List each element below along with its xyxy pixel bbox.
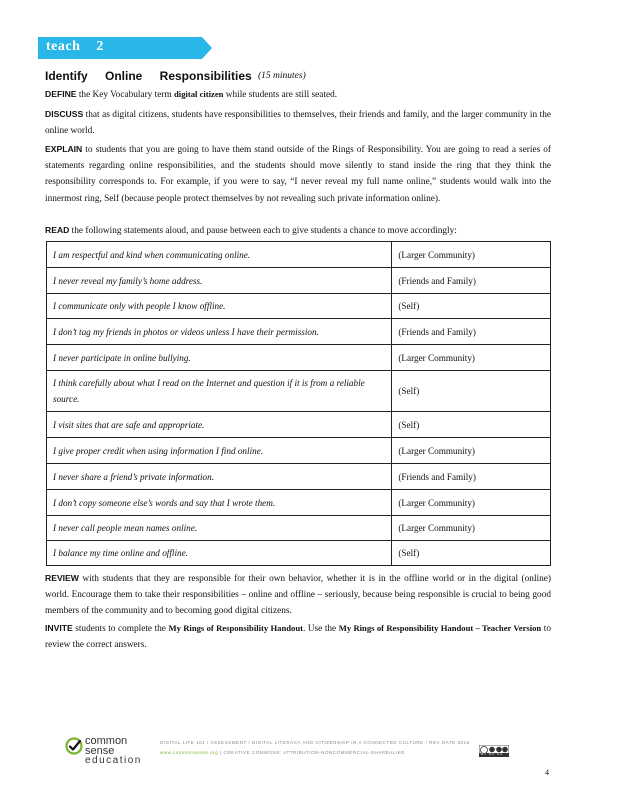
statement-cell: I balance my time online and offline. — [47, 541, 392, 566]
ring-cell: (Larger Community) — [392, 438, 551, 464]
statement-cell: I never participate in online bullying. — [47, 345, 392, 371]
define-term: digital citizen — [174, 89, 224, 99]
invite-lead: INVITE — [45, 623, 73, 633]
define-lead: DEFINE — [45, 89, 77, 99]
banner-label: teach 2 — [46, 39, 104, 54]
invite-text-1: students to complete the — [72, 624, 169, 634]
ring-cell: (Friends and Family) — [392, 464, 551, 490]
footer-website-link[interactable]: www.commonsense.org — [160, 750, 219, 755]
footer-course-info: DIGITAL LIFE 101 / ASSESSMENT / DIGITAL LITERACY AND CITIZENSHIP IN A CONNECTED CULTURE / REV DATE 2015 — [160, 740, 470, 745]
ring-cell: (Self) — [392, 371, 551, 412]
statement-cell: I don’t copy someone else’s words and say that I wrote them. — [47, 490, 392, 516]
creative-commons-badge-icon — [479, 744, 509, 756]
statement-cell: I think carefully about what I read on the Internet and question if it is from a reliable source. — [47, 371, 392, 412]
section-duration: (15 minutes) — [258, 71, 306, 81]
statement-cell: I communicate only with people I know offline. — [47, 294, 392, 319]
table-row — [47, 412, 551, 438]
invite-text-2: . Use the — [302, 624, 339, 634]
define-text-before: the Key Vocabulary term — [76, 90, 175, 100]
ring-cell: (Self) — [392, 412, 551, 438]
logo-line-1: common — [85, 735, 128, 747]
cc-badge-label: BY NC SA — [481, 752, 503, 756]
ring-cell: (Friends and Family) — [392, 319, 551, 345]
ring-cell: (Self) — [392, 541, 551, 566]
handout-key-title: My Rings of Responsibility Handout – Teacher Version — [338, 623, 542, 633]
footer-license-text: | CREATIVE COMMONS: ATTRIBUTION-NONCOMMERCIAL-SHAREALIKE — [218, 750, 405, 755]
discuss-text: that as digital citizens, students have responsibilities to themselves, their friends and family, and the larger community in the online world. — [45, 110, 551, 137]
table-row — [47, 294, 551, 319]
review-text: with students that they are responsible for their own behavior, whether it is in the offline world or in the digital (online) world. Encourage them to take their responsibilities – online and offline – seriously, because being responsible is crucial to being good members of the community and to becoming good digital citizens. — [45, 574, 551, 617]
lesson-step-banner — [38, 37, 212, 59]
ring-cell: (Larger Community) — [392, 516, 551, 541]
ring-cell: (Friends and Family) — [392, 268, 551, 294]
statement-cell: I never call people mean names online. — [47, 516, 392, 541]
logo-checkmark-icon — [65, 737, 83, 755]
common-sense-education-logo — [65, 735, 155, 771]
table-row — [47, 438, 551, 464]
statement-cell: I give proper credit when using information I find online. — [47, 438, 392, 464]
table-row — [47, 464, 551, 490]
invite-paragraph — [45, 620, 551, 653]
section-heading: Identify Online Responsibilities — [45, 69, 252, 83]
ring-cell: (Larger Community) — [392, 345, 551, 371]
table-row — [47, 541, 551, 566]
read-text: the following statements aloud, and pause between each to give students a chance to move accordingly: — [69, 226, 457, 236]
handout-title: My Rings of Responsibility Handout — [168, 623, 303, 633]
logo-line-2: sense — [85, 745, 115, 757]
ring-cell: (Larger Community) — [392, 242, 551, 268]
define-text-after: while students are still seated. — [223, 90, 338, 100]
statement-cell: I don’t tag my friends in photos or videos unless I have their permission. — [47, 319, 392, 345]
table-row — [47, 490, 551, 516]
statement-cell: I never reveal my family’s home address. — [47, 268, 392, 294]
ring-cell: (Larger Community) — [392, 490, 551, 516]
table-row — [47, 516, 551, 541]
table-row — [47, 242, 551, 268]
footer-license-info — [160, 750, 405, 755]
define-paragraph — [45, 86, 551, 103]
discuss-paragraph — [45, 106, 551, 139]
review-paragraph — [45, 570, 551, 620]
page-number: 4 — [545, 768, 549, 777]
review-lead: REVIEW — [45, 573, 79, 583]
explain-lead: EXPLAIN — [45, 144, 83, 154]
statement-cell: I visit sites that are safe and appropriate. — [47, 412, 392, 438]
logo-line-3: education — [85, 755, 142, 766]
statement-cell: I never share a friend’s private information. — [47, 464, 392, 490]
invite-text-3: to review the correct answers. — [45, 624, 551, 651]
read-paragraph — [45, 222, 551, 239]
table-row — [47, 268, 551, 294]
responsibilities-table — [46, 241, 551, 566]
logo-wordmark — [85, 736, 142, 766]
table-row — [47, 319, 551, 345]
ring-cell: (Self) — [392, 294, 551, 319]
explain-text: to students that you are going to have them stand outside of the Rings of Responsibility. You are going to read a series of statements regarding online responsibilities, and the students should move silently to stand inside the ring that they think the responsibility corresponds to. For example, if you were to say, “I never reveal my full name online,” students would walk into the innermost ring, Self (because people protect themselves by not revealing such private information online). — [45, 145, 551, 204]
table-row — [47, 345, 551, 371]
discuss-lead: DISCUSS — [45, 109, 84, 119]
explain-paragraph — [45, 141, 551, 207]
read-lead: READ — [45, 225, 70, 235]
table-row — [47, 371, 551, 412]
statement-cell: I am respectful and kind when communicating online. — [47, 242, 392, 268]
